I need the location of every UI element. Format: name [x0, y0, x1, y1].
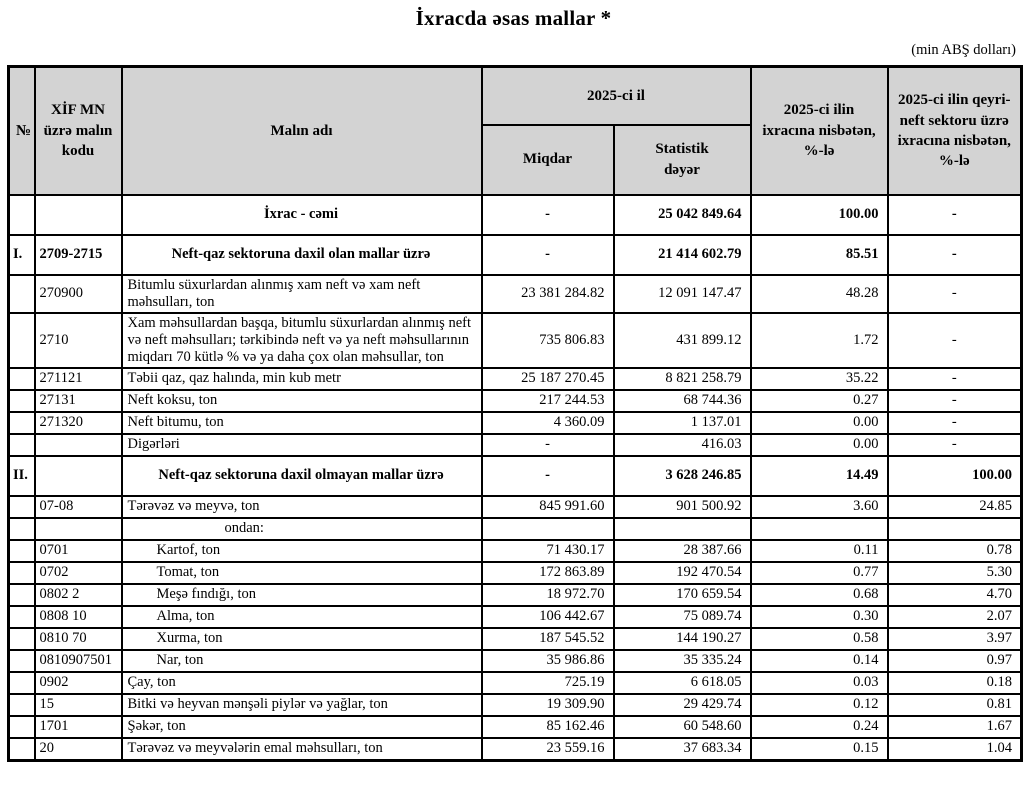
cell-pct-nonoil: 3.97	[888, 628, 1022, 650]
cell-code	[35, 518, 122, 540]
cell-stat-value: 37 683.34	[614, 738, 751, 760]
cell-pct-nonoil: 1.04	[888, 738, 1022, 760]
cell-pct-nonoil: -	[888, 368, 1022, 390]
col-header-code: XİF MN üzrə malın kodu	[35, 67, 122, 195]
cell-pct-total: 0.03	[751, 672, 888, 694]
cell-code	[35, 195, 122, 235]
cell-code: 271320	[35, 412, 122, 434]
cell-stat-value: 12 091 147.47	[614, 275, 751, 313]
col-header-no: №	[9, 67, 35, 195]
cell-quantity: -	[482, 456, 614, 496]
table-row	[9, 412, 1022, 434]
col-header-name: Malın adı	[122, 67, 482, 195]
cell-no	[9, 368, 35, 390]
cell-quantity: 18 972.70	[482, 584, 614, 606]
cell-stat-value: 75 089.74	[614, 606, 751, 628]
cell-name: Digərləri	[122, 434, 482, 456]
table-header	[9, 67, 1022, 195]
cell-name: Tərəvəz və meyvələrin emal məhsulları, ton	[122, 738, 482, 760]
cell-no: I.	[9, 235, 35, 275]
cell-quantity: 217 244.53	[482, 390, 614, 412]
cell-code: 20	[35, 738, 122, 760]
cell-stat-value: 3 628 246.85	[614, 456, 751, 496]
cell-code: 271121	[35, 368, 122, 390]
col-header-pct-nonoil: 2025-ci ilin qeyri-neft sektoru üzrə ixracına nisbətən, %-lə	[888, 67, 1022, 195]
col-header-stat-value: Statistik dəyər	[614, 125, 751, 195]
table-body	[9, 195, 1022, 761]
cell-stat-value: 28 387.66	[614, 540, 751, 562]
table-row	[9, 496, 1022, 518]
cell-no	[9, 434, 35, 456]
table-row	[9, 313, 1022, 368]
table-row	[9, 628, 1022, 650]
cell-stat-value: 29 429.74	[614, 694, 751, 716]
cell-no	[9, 390, 35, 412]
cell-quantity: 23 559.16	[482, 738, 614, 760]
cell-code: 270900	[35, 275, 122, 313]
cell-pct-nonoil: 0.81	[888, 694, 1022, 716]
cell-stat-value: 1 137.01	[614, 412, 751, 434]
cell-pct-total: 0.77	[751, 562, 888, 584]
cell-pct-total: 100.00	[751, 195, 888, 235]
cell-quantity: 845 991.60	[482, 496, 614, 518]
cell-quantity: 71 430.17	[482, 540, 614, 562]
cell-name: Nar, ton	[122, 650, 482, 672]
cell-pct-total: 0.58	[751, 628, 888, 650]
cell-stat-value: 21 414 602.79	[614, 235, 751, 275]
table-row	[9, 694, 1022, 716]
cell-no	[9, 313, 35, 368]
col-header-quantity: Miqdar	[482, 125, 614, 195]
cell-pct-nonoil: 0.18	[888, 672, 1022, 694]
cell-pct-nonoil: 2.07	[888, 606, 1022, 628]
cell-pct-nonoil: -	[888, 390, 1022, 412]
cell-no	[9, 584, 35, 606]
cell-pct-nonoil: -	[888, 275, 1022, 313]
unit-note: (min ABŞ dolları)	[911, 42, 1016, 58]
cell-name: Tomat, ton	[122, 562, 482, 584]
cell-stat-value: 416.03	[614, 434, 751, 456]
cell-pct-nonoil: 0.97	[888, 650, 1022, 672]
cell-quantity	[482, 518, 614, 540]
cell-name: Neft bitumu, ton	[122, 412, 482, 434]
cell-quantity: -	[482, 434, 614, 456]
cell-no	[9, 738, 35, 760]
cell-quantity: 735 806.83	[482, 313, 614, 368]
table-row	[9, 235, 1022, 275]
cell-name: Tərəvəz və meyvə, ton	[122, 496, 482, 518]
cell-no	[9, 275, 35, 313]
col-header-year-group: 2025-ci il	[482, 67, 751, 125]
cell-pct-nonoil: -	[888, 313, 1022, 368]
cell-code	[35, 456, 122, 496]
cell-name: Çay, ton	[122, 672, 482, 694]
cell-stat-value	[614, 518, 751, 540]
cell-name: Xurma, ton	[122, 628, 482, 650]
cell-pct-total: 48.28	[751, 275, 888, 313]
cell-name: Şəkər, ton	[122, 716, 482, 738]
table-row	[9, 195, 1022, 235]
cell-quantity: 23 381 284.82	[482, 275, 614, 313]
cell-pct-total: 0.68	[751, 584, 888, 606]
table-row	[9, 434, 1022, 456]
cell-code: 0902	[35, 672, 122, 694]
cell-quantity: 19 309.90	[482, 694, 614, 716]
cell-name: Xam məhsullardan başqa, bitumlu süxurlardan alınmış neft və neft məhsulları; tərkibində neft və ya neft məhsullarının miqdarı 70 kütlə % və ya daha çox olan məhsullar, ton	[122, 313, 482, 368]
cell-no	[9, 540, 35, 562]
table-row	[9, 738, 1022, 760]
cell-quantity: 35 986.86	[482, 650, 614, 672]
cell-code: 0702	[35, 562, 122, 584]
cell-name: Meşə fındığı, ton	[122, 584, 482, 606]
cell-pct-total: 0.11	[751, 540, 888, 562]
cell-stat-value: 60 548.60	[614, 716, 751, 738]
cell-no	[9, 562, 35, 584]
cell-pct-nonoil: -	[888, 434, 1022, 456]
cell-stat-value: 6 618.05	[614, 672, 751, 694]
cell-quantity: 4 360.09	[482, 412, 614, 434]
table-row	[9, 456, 1022, 496]
table-row	[9, 606, 1022, 628]
cell-stat-value: 8 821 258.79	[614, 368, 751, 390]
cell-pct-nonoil: -	[888, 412, 1022, 434]
cell-quantity: 106 442.67	[482, 606, 614, 628]
cell-pct-total: 1.72	[751, 313, 888, 368]
cell-no	[9, 496, 35, 518]
cell-code: 0701	[35, 540, 122, 562]
cell-code: 2710	[35, 313, 122, 368]
table-row	[9, 275, 1022, 313]
cell-pct-nonoil: 5.30	[888, 562, 1022, 584]
cell-no	[9, 412, 35, 434]
page-title: İxracda əsas mallar *	[415, 6, 612, 30]
cell-code: 15	[35, 694, 122, 716]
cell-pct-nonoil: 4.70	[888, 584, 1022, 606]
table-row	[9, 650, 1022, 672]
cell-pct-total: 0.30	[751, 606, 888, 628]
cell-no	[9, 518, 35, 540]
cell-code: 07-08	[35, 496, 122, 518]
table-row	[9, 540, 1022, 562]
cell-stat-value: 901 500.92	[614, 496, 751, 518]
cell-stat-value: 35 335.24	[614, 650, 751, 672]
cell-no	[9, 694, 35, 716]
cell-pct-nonoil: -	[888, 195, 1022, 235]
cell-quantity: -	[482, 235, 614, 275]
cell-pct-total: 35.22	[751, 368, 888, 390]
cell-stat-value: 431 899.12	[614, 313, 751, 368]
cell-code: 0810 70	[35, 628, 122, 650]
table-row	[9, 390, 1022, 412]
cell-stat-value: 170 659.54	[614, 584, 751, 606]
cell-quantity: 187 545.52	[482, 628, 614, 650]
table-row	[9, 716, 1022, 738]
cell-pct-nonoil: 0.78	[888, 540, 1022, 562]
table-row	[9, 584, 1022, 606]
cell-stat-value: 25 042 849.64	[614, 195, 751, 235]
cell-code: 27131	[35, 390, 122, 412]
cell-quantity: -	[482, 195, 614, 235]
cell-name: Neft-qaz sektoruna daxil olmayan mallar üzrə	[122, 456, 482, 496]
cell-name: Neft koksu, ton	[122, 390, 482, 412]
cell-no	[9, 650, 35, 672]
cell-pct-nonoil: 1.67	[888, 716, 1022, 738]
cell-pct-total: 85.51	[751, 235, 888, 275]
cell-name: ondan:	[122, 518, 482, 540]
cell-name: İxrac - cəmi	[122, 195, 482, 235]
cell-no	[9, 672, 35, 694]
cell-name: Bitki və heyvan mənşəli piylər və yağlar, ton	[122, 694, 482, 716]
cell-stat-value: 144 190.27	[614, 628, 751, 650]
cell-pct-nonoil: -	[888, 235, 1022, 275]
cell-pct-nonoil	[888, 518, 1022, 540]
cell-no	[9, 716, 35, 738]
cell-name: Neft-qaz sektoruna daxil olan mallar üzrə	[122, 235, 482, 275]
cell-pct-total: 0.00	[751, 412, 888, 434]
cell-name: Təbii qaz, qaz halında, min kub metr	[122, 368, 482, 390]
cell-code: 1701	[35, 716, 122, 738]
cell-code	[35, 434, 122, 456]
cell-no	[9, 606, 35, 628]
cell-no	[9, 195, 35, 235]
table-row	[9, 518, 1022, 540]
table-row	[9, 562, 1022, 584]
col-header-pct-total: 2025-ci ilin ixracına nisbətən, %-lə	[751, 67, 888, 195]
cell-name: Bitumlu süxurlardan alınmış xam neft və xam neft məhsulları, ton	[122, 275, 482, 313]
cell-code: 2709-2715	[35, 235, 122, 275]
cell-quantity: 85 162.46	[482, 716, 614, 738]
table-row	[9, 368, 1022, 390]
cell-pct-total: 0.27	[751, 390, 888, 412]
cell-pct-nonoil: 24.85	[888, 496, 1022, 518]
cell-code: 0810907501	[35, 650, 122, 672]
cell-pct-total: 0.24	[751, 716, 888, 738]
cell-quantity: 725.19	[482, 672, 614, 694]
cell-name: Kartof, ton	[122, 540, 482, 562]
cell-pct-total: 0.14	[751, 650, 888, 672]
cell-quantity: 172 863.89	[482, 562, 614, 584]
cell-no: II.	[9, 456, 35, 496]
cell-code: 0802 2	[35, 584, 122, 606]
cell-quantity: 25 187 270.45	[482, 368, 614, 390]
cell-stat-value: 68 744.36	[614, 390, 751, 412]
cell-pct-total	[751, 518, 888, 540]
cell-pct-total: 0.00	[751, 434, 888, 456]
table-row	[9, 672, 1022, 694]
cell-pct-total: 0.12	[751, 694, 888, 716]
cell-code: 0808 10	[35, 606, 122, 628]
cell-pct-total: 3.60	[751, 496, 888, 518]
cell-pct-total: 14.49	[751, 456, 888, 496]
exports-table	[7, 65, 1023, 762]
cell-name: Alma, ton	[122, 606, 482, 628]
cell-pct-nonoil: 100.00	[888, 456, 1022, 496]
cell-no	[9, 628, 35, 650]
cell-pct-total: 0.15	[751, 738, 888, 760]
cell-stat-value: 192 470.54	[614, 562, 751, 584]
